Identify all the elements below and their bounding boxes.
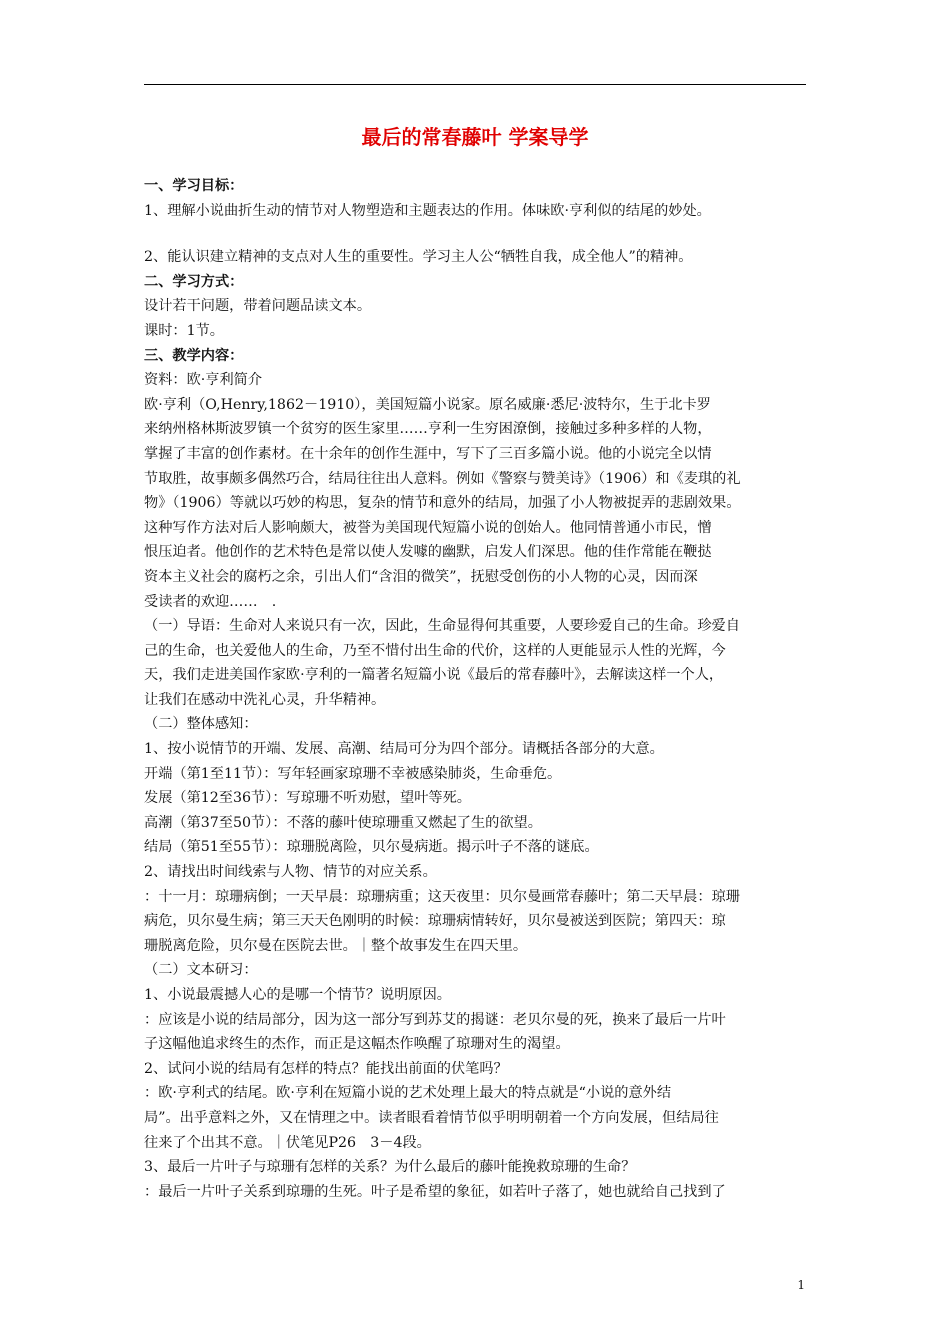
section-heading: 一、学习目标：: [144, 178, 244, 194]
text-line: 资本主义社会的腐朽之余，引出人们“含泪的微笑”，抚慰受创伤的小人物的心灵，因而深: [144, 568, 698, 585]
text-line: 己的生命，也关爱他人的生命，乃至不惜付出生命的代价，这样的人更能显示人性的光辉，今: [144, 642, 726, 659]
text-line: 局”。出乎意料之外，又在情理之中。读者眼看着情节似乎明明朝着一个方向发展，但结局往: [144, 1109, 719, 1126]
text-line: 病危，贝尔曼生病；第三天天色刚明的时候：琼珊病情转好，贝尔曼被送到医院；第四天：琼: [144, 913, 726, 930]
page-number: 1: [797, 1278, 805, 1292]
text-line: 天，我们走进美国作家欧·亨利的一篇著名短篇小说《最后的常春藤叶》，去解读这样一个人，: [144, 667, 724, 684]
text-line: 恨压迫者。他创作的艺术特色是常以使人发噱的幽默，启发人们深思。他的佳作常能在鞭挞: [144, 544, 712, 561]
text-line: 2、能认识建立精神的支点对人生的重要性。学习主人公“牺牲自我，成全他人”的精神。: [144, 249, 693, 266]
text-line: 受读者的欢迎…… .: [144, 593, 277, 610]
text-line: 资料：欧·亨利简介: [144, 372, 263, 389]
text-line: （一）导语：生命对人来说只有一次，因此，生命显得何其重要，人要珍爱自己的生命。珍爱自: [144, 618, 740, 635]
text-line: 珊脱离危险，贝尔曼在医院去世。｜整个故事发生在四天里。: [144, 937, 528, 954]
text-line: 掌握了丰富的创作素材。在十余年的创作生涯中，写下了三百多篇小说。他的小说完全以情: [144, 445, 712, 462]
text-line: 这种写作方法对后人影响颇大，被誉为美国现代短篇小说的创始人。他同情普通小市民，憎: [144, 519, 712, 536]
text-line: 开端（第1至11节）：写年轻画家琼珊不幸被感染肺炎，生命垂危。: [144, 765, 562, 782]
text-line: 设计若干问题，带着问题品读文本。: [144, 298, 372, 315]
text-line: ：应该是小说的结局部分，因为这一部分写到苏艾的揭谜：老贝尔曼的死，换来了最后一片叶: [144, 1011, 726, 1028]
text-line: [144, 223, 809, 245]
text-line: ：十一月：琼珊病倒；一天早晨：琼珊病重；这天夜里：贝尔曼画常春藤叶；第二天早晨：琼珊: [144, 888, 740, 905]
text-line: （二）整体感知：: [144, 716, 258, 733]
text-line: 1、按小说情节的开端、发展、高潮、结局可分为四个部分。请概括各部分的大意。: [144, 741, 664, 758]
text-line: 1、小说最震撼人心的是哪一个情节？说明原因。: [144, 987, 451, 1003]
text-line: 子这幅他追求终生的杰作，而正是这幅杰作唤醒了琼珊对生的渴望。: [144, 1036, 570, 1053]
header-rule: [144, 84, 806, 85]
text-line: 高潮（第37至50节）：不落的藤叶使琼珊重又燃起了生的欲望。: [144, 814, 542, 831]
text-line: 课时：1节。: [144, 322, 224, 339]
text-line: 让我们在感动中洗礼心灵，升华精神。: [144, 691, 386, 708]
text-line: 结局（第51至55节）：琼珊脱离险，贝尔曼病逝。揭示叶子不落的谜底。: [144, 839, 599, 856]
text-line: 2、请找出时间线索与人物、情节的对应关系。: [144, 864, 437, 881]
section-heading: 三、教学内容：: [144, 347, 244, 364]
text-line: 发展（第12至36节）：写琼珊不听劝慰，望叶等死。: [144, 790, 471, 807]
text-line: 2、试问小说的结局有怎样的特点？能找出前面的伏笔吗？: [144, 1060, 508, 1077]
section-heading: 二、学习方式：: [144, 273, 244, 290]
text-line: 3、最后一片叶子与琼珊有怎样的关系？为什么最后的藤叶能挽救琼珊的生命？: [144, 1159, 636, 1176]
text-line: 物》（1906）等就以巧妙的构思，复杂的情节和意外的结局，加强了小人物被捉弄的悲剧效果。: [144, 495, 741, 512]
text-line: ：最后一片叶子关系到琼珊的生死。叶子是希望的象征，如若叶子落了，她也就给自己找到了: [144, 1183, 726, 1200]
text-line: ：欧·亨利式的结尾。欧·亨利在短篇小说的艺术处理上最大的特点就是“小说的意外结: [144, 1085, 672, 1102]
page-title: 最后的常春藤叶 学案导学: [361, 125, 589, 149]
text-line: 往来了个出其不意。｜伏笔见P26 3－4段。: [144, 1134, 431, 1151]
text-line: 欧·亨利（O,Henry,1862－1910），美国短篇小说家。原名威廉·悉尼·波特尔，生于北卡罗: [144, 396, 711, 413]
text-line: 节取胜，故事颇多偶然巧合，结局往往出人意料。例如《警察与赞美诗》（1906）和《麦琪的礼: [144, 470, 741, 487]
text-line: 来纳州格林斯波罗镇一个贫穷的医生家里……亨利一生穷困潦倒，接触过多种多样的人物，: [144, 421, 712, 438]
text-line: （二）文本研习：: [144, 962, 258, 979]
text-line: 1、理解小说曲折生动的情节对人物塑造和主题表达的作用。体味欧·亨利似的结尾的妙处。: [144, 202, 711, 219]
document-body: [144, 174, 809, 1204]
